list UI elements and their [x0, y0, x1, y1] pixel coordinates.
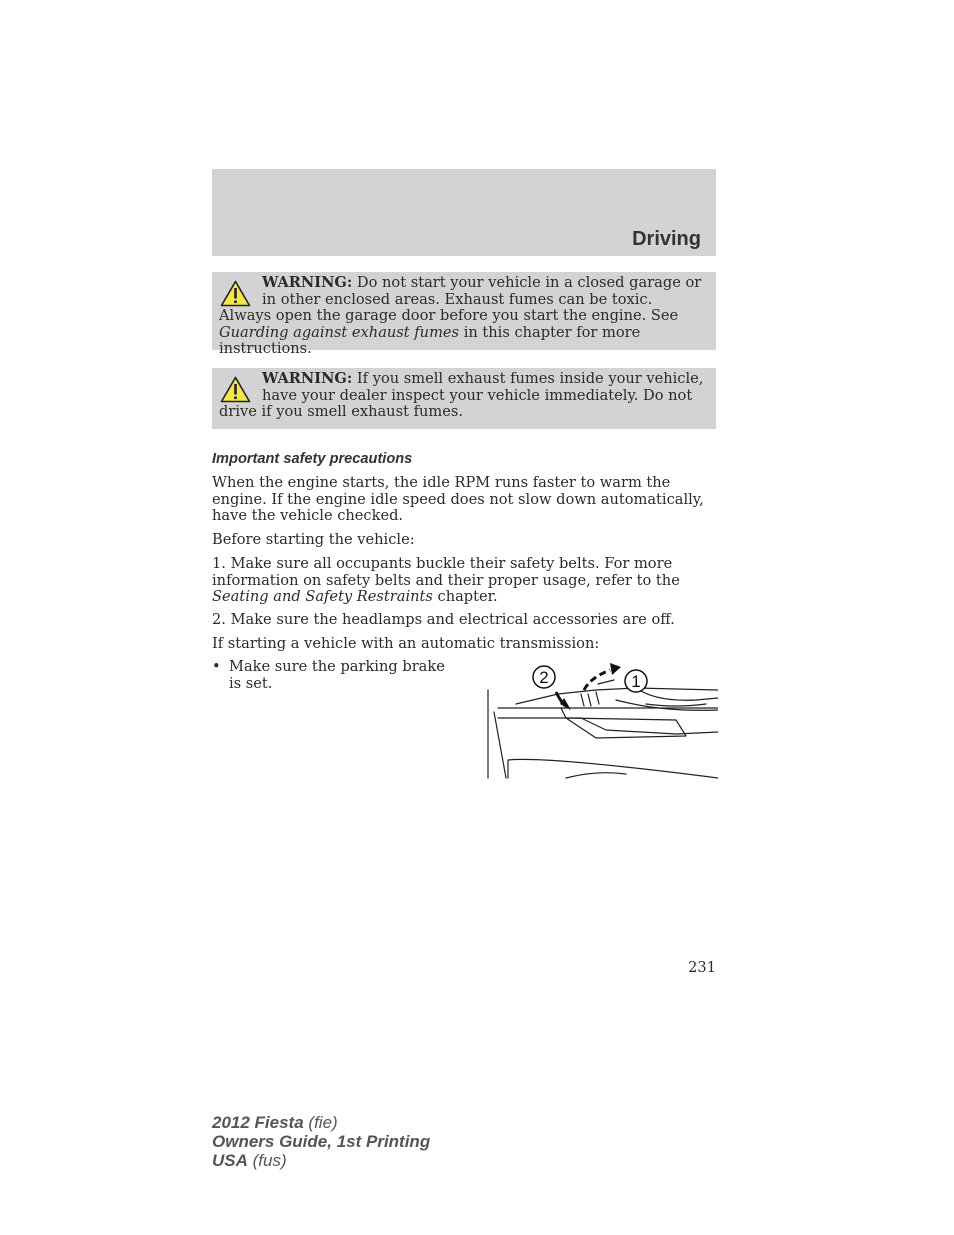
- paragraph-text: 1. Make sure all occupants buckle their safety belts. For more information on safety belts and their proper usage, refer to the: [212, 555, 680, 589]
- cross-reference: Guarding against exhaust fumes: [219, 323, 460, 341]
- footer-edition: Owners Guide, 1st Printing: [212, 1132, 431, 1151]
- warning-label: WARNING:: [262, 370, 353, 387]
- list-item: [212, 659, 452, 692]
- bullet-marker: •: [212, 658, 221, 675]
- callout-2-label: 2: [539, 668, 549, 687]
- warning-box-exhaust: [212, 368, 716, 429]
- paragraph-text-end: chapter.: [432, 588, 498, 605]
- warning-label: WARNING:: [262, 274, 353, 291]
- section-header-band: [212, 169, 716, 256]
- footer-model-code: (fie): [303, 1113, 338, 1132]
- warning-triangle-icon: [220, 376, 251, 403]
- page-number: 231: [688, 959, 716, 976]
- subheading: Important safety precautions: [212, 451, 413, 467]
- callout-1-label: 1: [631, 672, 641, 691]
- warning-triangle-icon: [220, 280, 251, 307]
- paragraph-automatic-transmission: If starting a vehicle with an automatic transmission:: [212, 635, 600, 652]
- warning-box-garage: [212, 272, 716, 357]
- parking-brake-illustration: [486, 660, 718, 786]
- footer-market: USA: [212, 1151, 248, 1170]
- warning-text-end: in this chapter for more instructions.: [219, 323, 641, 357]
- footer-model: 2012 Fiesta: [212, 1113, 304, 1132]
- warning-text: Do not start your vehicle in a closed garage or in other enclosed areas. Exhaust fumes can be toxic. Always open the garage door before you start the engine. See: [219, 274, 702, 324]
- section-title: Driving: [632, 228, 701, 250]
- footer: [212, 1113, 430, 1170]
- footer-market-code: (fus): [247, 1151, 287, 1170]
- cross-reference: Seating and Safety Restraints: [212, 588, 433, 605]
- paragraph-safety-belts: [212, 556, 717, 606]
- bullet-text: Make sure the parking brake is set.: [229, 658, 445, 692]
- paragraph-before-starting: Before starting the vehicle:: [212, 531, 415, 548]
- paragraph-headlamps: 2. Make sure the headlamps and electrical accessories are off.: [212, 611, 675, 628]
- paragraph-idle-rpm: When the engine starts, the idle RPM runs faster to warm the engine. If the engine idle speed does not slow down automatically, have the vehicle checked.: [212, 474, 704, 524]
- warning-text: If you smell exhaust fumes inside your vehicle, have your dealer inspect your vehicle immediately. Do not drive if you smell exhaust fumes.: [219, 370, 704, 420]
